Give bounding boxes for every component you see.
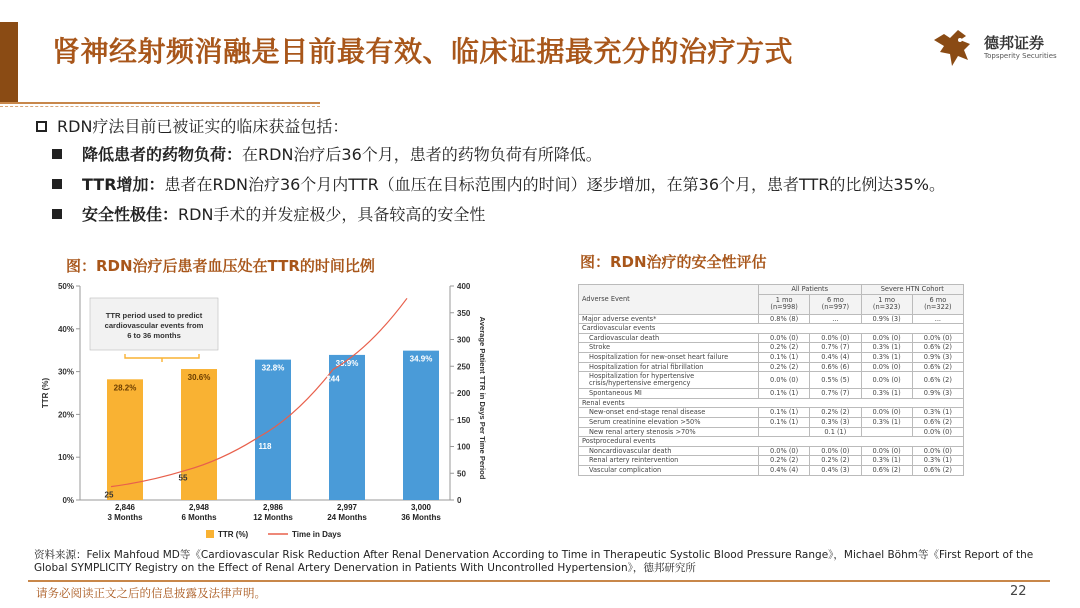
company-logo [930, 26, 1060, 72]
table-cell: 0.0% (0) [912, 427, 963, 437]
logo-mark-icon [930, 26, 978, 72]
table-cell: 0.3% (1) [912, 408, 963, 418]
y-tick-label: 50% [57, 282, 74, 291]
bar-value-label: 30.6% [187, 373, 211, 383]
bar-value-label: 28.2% [113, 383, 137, 393]
annotation-text-line: 6 to 36 months [127, 331, 181, 340]
safety-table-grid [578, 284, 964, 476]
table-cell: ... [810, 314, 861, 324]
x-tick-sublabel: 36 Months [401, 513, 441, 522]
y-axis-label: TTR (%) [41, 377, 50, 409]
table-cell: 0.9% (3) [912, 389, 963, 399]
table-cell: 0.6% (2) [912, 372, 963, 389]
table-col-header: 6 mo (n=322) [912, 294, 963, 314]
table-cell [861, 427, 912, 437]
line-value-label: 118 [258, 441, 272, 451]
table-cell: ... [912, 314, 963, 324]
table-cell: 0.3% (1) [912, 456, 963, 466]
y2-tick-label: 400 [457, 282, 471, 291]
table-row-label: Postprocedural events [579, 437, 964, 447]
table-row [579, 343, 964, 353]
y-tick-label: 30% [57, 367, 74, 377]
source-note: 资料来源：Felix Mahfoud MD等《Cardiovascular Risk Reduction After Renal Denervation According to Time in Therapeutic Systolic Blood Pressure Range》，Michael Böhm等《First Report of the Global SYMPLICITY Registry on the Effect of Renal Artery Denervation in Patients With Uncontrolled Hypertension》，德邦研究所 [34, 549, 1034, 574]
square-bullet-icon [52, 149, 62, 159]
table-cell: 0.6% (2) [912, 417, 963, 427]
y2-tick-label: 250 [457, 362, 471, 372]
logo-name: 德邦证券 [984, 34, 1045, 52]
table-cell: 0.1% (1) [759, 408, 810, 418]
table-cell: 0.9% (3) [912, 352, 963, 362]
footer-disclaimer: 请务必阅读正文之后的信息披露及法律声明。 [36, 586, 266, 600]
table-cell: 0.6% (2) [861, 465, 912, 475]
table-row-label: New renal artery stenosis >70% [579, 427, 759, 437]
table-cell: 0.6% (2) [912, 362, 963, 372]
y2-tick-label: 200 [457, 389, 471, 398]
table-cell: 0.2% (2) [810, 456, 861, 466]
left-figure-caption: 图：RDN治疗后患者血压处在TTR的时间比例 [66, 257, 375, 275]
table-cell: 0.2% (2) [759, 456, 810, 466]
table-row [579, 456, 964, 466]
table-row-label: New-onset end-stage renal disease [579, 408, 759, 418]
table-cell: 0.0% (0) [759, 333, 810, 343]
bar-value-label: 32.8% [261, 363, 285, 373]
y2-tick-label: 350 [457, 308, 471, 318]
table-row-label: Cardiovascular events [579, 324, 964, 334]
table-row-label: Renal events [579, 398, 964, 408]
safety-table [578, 284, 964, 476]
footer-divider [28, 580, 1050, 582]
square-bullet-icon [52, 209, 62, 219]
line-value-label: 55 [178, 473, 188, 483]
table-row [579, 427, 964, 437]
y2-tick-label: 50 [457, 469, 466, 479]
logo-subtitle: Topsperity Securities [984, 52, 1057, 60]
table-cell: 0.0% (0) [912, 446, 963, 456]
bar [403, 351, 439, 500]
legend-label-ttr: TTR (%) [218, 530, 249, 539]
page-number: 22 [1010, 584, 1027, 599]
table-cell: 0.0% (0) [861, 446, 912, 456]
title-divider-dashed [0, 106, 320, 107]
table-cell: 0.1% (1) [759, 352, 810, 362]
table-cell: 0.3% (3) [810, 417, 861, 427]
table-row [579, 465, 964, 475]
y2-tick-label: 100 [457, 442, 471, 452]
table-cell: 0.6% (6) [810, 362, 861, 372]
legend-label-days: Time in Days [292, 530, 342, 539]
table-cell: 0.7% (7) [810, 389, 861, 399]
y-tick-label: 20% [57, 410, 74, 420]
table-cell: 0.8% (8) [759, 314, 810, 324]
x-tick-label: 2,846 [114, 503, 136, 512]
line-value-label: 25 [104, 490, 114, 500]
table-cell: 0.5% (5) [810, 372, 861, 389]
ttr-chart [28, 276, 528, 544]
y-tick-label: 40% [57, 324, 74, 334]
bar-value-label: 33.9% [335, 358, 359, 368]
table-row-label: Spontaneous MI [579, 389, 759, 399]
title-divider [0, 102, 320, 104]
right-figure-caption: 图：RDN治疗的安全性评估 [580, 253, 767, 271]
table-row [579, 314, 964, 324]
table-cell: 0.3% (1) [861, 352, 912, 362]
table-row [579, 389, 964, 399]
table-cell: 0.0% (0) [861, 372, 912, 389]
table-row-label: Hospitalization for new-onset heart failure [579, 352, 759, 362]
table-cell: 0.2% (2) [759, 362, 810, 372]
table-row [579, 324, 964, 334]
hollow-square-bullet-icon [36, 121, 47, 132]
list-item: 降低患者的药物负荷：在RDN治疗后36个月，患者的药物负荷有所降低。 [52, 142, 602, 168]
table-group-header: All Patients [759, 285, 862, 295]
y2-axis-label: Average Patient TTR in Days Per Time Period [478, 316, 487, 480]
list-item: 安全性极佳：RDN手术的并发症极少，具备较高的安全性 [52, 202, 485, 228]
table-row [579, 408, 964, 418]
table-row [579, 437, 964, 447]
legend-swatch-ttr [206, 530, 214, 538]
table-row-label: Noncardiovascular death [579, 446, 759, 456]
bar [255, 360, 291, 500]
table-row [579, 372, 964, 389]
x-tick-label: 2,948 [188, 503, 210, 512]
table-row-label: Major adverse events* [579, 314, 759, 324]
line-value-label: 377 [406, 305, 420, 315]
square-bullet-icon [52, 179, 62, 189]
table-cell: 0.7% (7) [810, 343, 861, 353]
table-cell [759, 427, 810, 437]
table-row-label: Vascular complication [579, 465, 759, 475]
table-row [579, 417, 964, 427]
x-tick-sublabel: 24 Months [327, 513, 367, 522]
x-tick-sublabel: 6 Months [181, 513, 217, 522]
x-tick-label: 2,997 [336, 503, 358, 512]
table-cell: 0.3% (1) [861, 456, 912, 466]
ttr-chart-svg [28, 276, 528, 544]
table-cell: 0.0% (0) [912, 333, 963, 343]
y2-tick-label: 0 [457, 496, 462, 505]
table-cell: 0.4% (4) [810, 352, 861, 362]
x-tick-label: 3,000 [410, 503, 432, 512]
table-cell: 0.2% (2) [810, 408, 861, 418]
table-row-label: Serum creatinine elevation >50% [579, 417, 759, 427]
table-row-label: Hospitalization for hypertensive crisis/hypertensive emergency [579, 372, 759, 389]
y2-tick-label: 150 [457, 415, 471, 425]
table-cell: 0.6% (2) [912, 343, 963, 353]
y2-tick-label: 300 [457, 335, 471, 345]
table-cell: 0.3% (1) [861, 417, 912, 427]
table-cell: 0.0% (0) [861, 408, 912, 418]
x-tick-sublabel: 3 Months [107, 513, 143, 522]
table-header-first: Adverse Event [579, 285, 759, 315]
table-row-label: Cardiovascular death [579, 333, 759, 343]
table-cell: 0.3% (1) [861, 343, 912, 353]
table-cell: 0.2% (2) [759, 343, 810, 353]
list-item: TTR增加：患者在RDN治疗36个月内TTR（血压在目标范围内的时间）逐步增加，在第36个月，患者TTR的比例达35%。 [52, 172, 945, 198]
list-intro: RDN疗法目前已被证实的临床获益包括： [36, 114, 348, 140]
table-cell: 0.6% (2) [912, 465, 963, 475]
table-row-label: Stroke [579, 343, 759, 353]
table-cell: 0.9% (3) [861, 314, 912, 324]
annotation-text-line: TTR period used to predict [105, 311, 203, 320]
y-tick-label: 10% [57, 453, 74, 463]
table-row [579, 352, 964, 362]
table-col-header: 1 mo (n=323) [861, 294, 912, 314]
annotation-text-line: cardiovascular events from [104, 321, 204, 330]
table-cell: 0.3% (1) [861, 389, 912, 399]
x-tick-label: 2,986 [262, 503, 284, 512]
table-cell: 0.0% (0) [759, 372, 810, 389]
line-value-label: 244 [326, 374, 340, 384]
table-cell: 0.0% (0) [861, 333, 912, 343]
page-title: 肾神经射频消融是目前最有效、临床证据最充分的治疗方式 [52, 35, 794, 68]
table-row [579, 362, 964, 372]
table-cell: 0.1% (1) [759, 389, 810, 399]
title-accent-bar [0, 22, 18, 102]
y-tick-label: 0% [62, 496, 74, 505]
table-col-header: 1 mo (n=998) [759, 294, 810, 314]
table-cell: 0.1 (1) [810, 427, 861, 437]
x-tick-sublabel: 12 Months [253, 513, 293, 522]
table-cell: 0.0% (0) [810, 446, 861, 456]
table-row [579, 398, 964, 408]
table-row-label: Renal artery reintervention [579, 456, 759, 466]
table-cell: 0.4% (3) [810, 465, 861, 475]
table-col-header: 6 mo (n=997) [810, 294, 861, 314]
table-group-header: Severe HTN Cohort [861, 285, 964, 295]
table-row [579, 446, 964, 456]
table-cell: 0.0% (0) [810, 333, 861, 343]
bar-value-label: 34.9% [409, 354, 433, 364]
table-cell: 0.0% (0) [759, 446, 810, 456]
table-row-label: Hospitalization for atrial fibrillation [579, 362, 759, 372]
annotation-bracket [125, 354, 199, 362]
table-cell: 0.4% (4) [759, 465, 810, 475]
table-cell: 0.1% (1) [759, 417, 810, 427]
table-row [579, 333, 964, 343]
table-cell: 0.0% (0) [861, 362, 912, 372]
